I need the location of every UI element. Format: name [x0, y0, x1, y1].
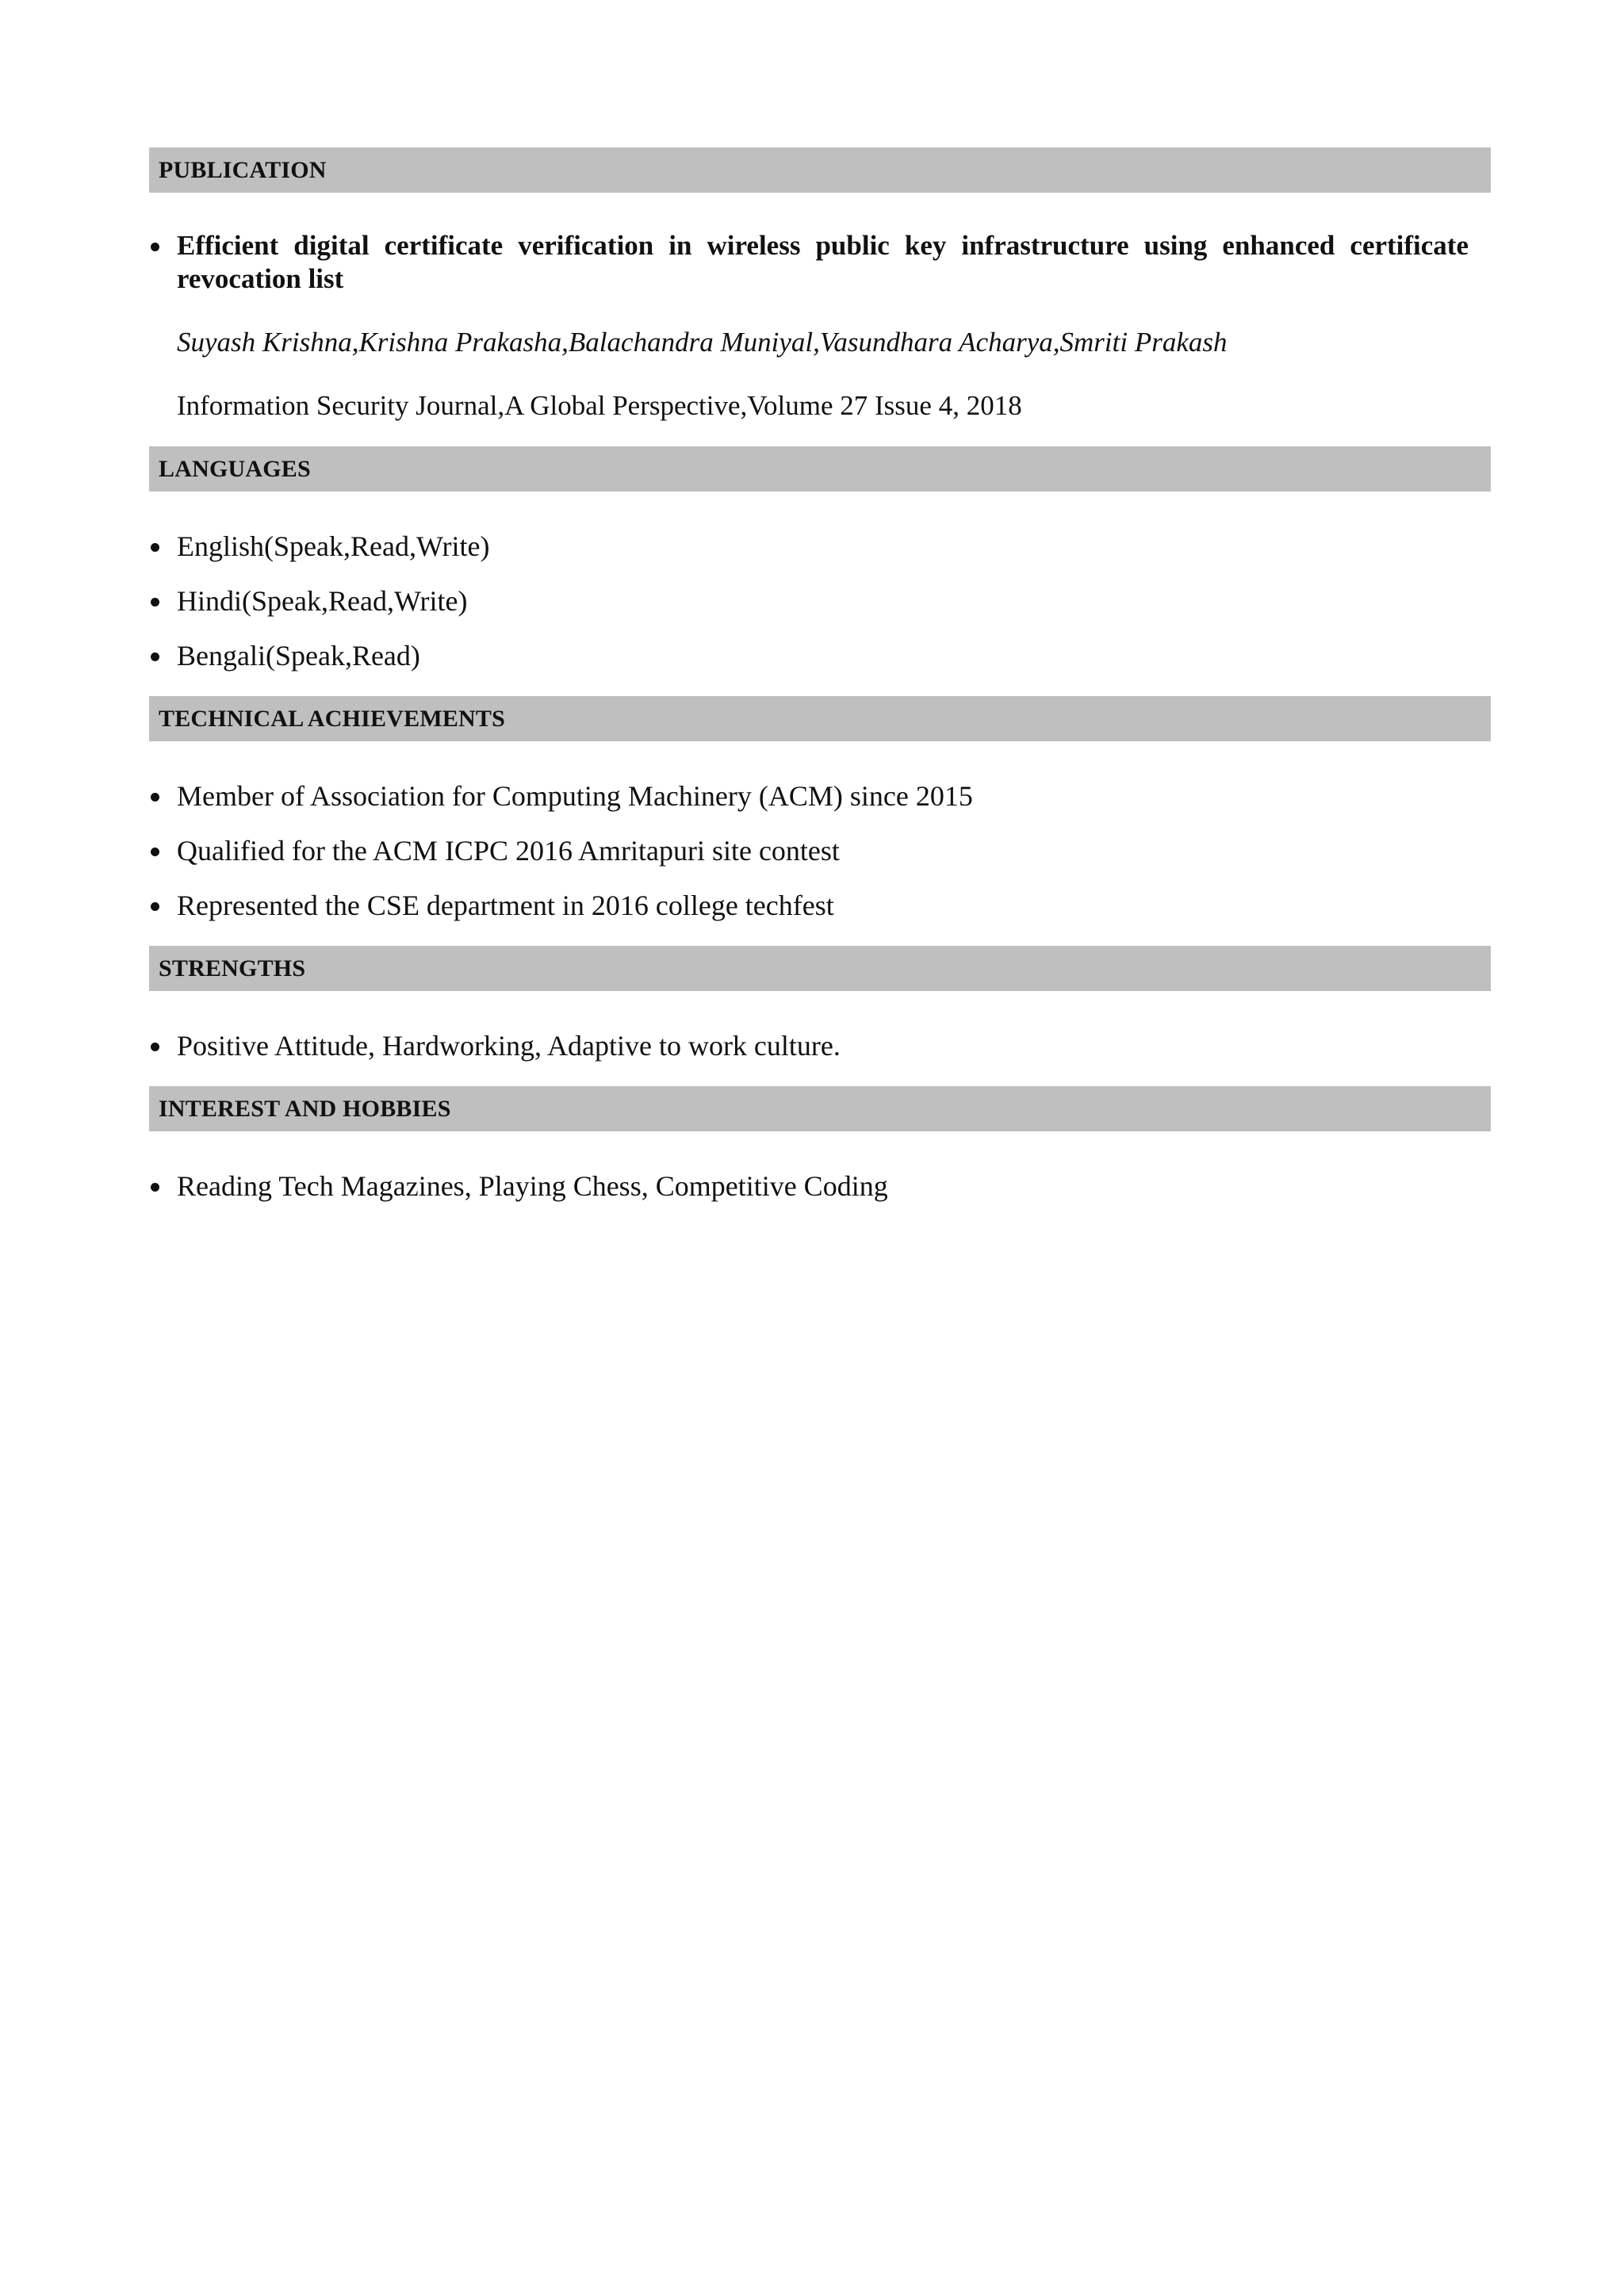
- strength-text: Positive Attitude, Hardworking, Adaptive to work culture.: [177, 1030, 841, 1062]
- list-item: [149, 639, 1491, 672]
- publication-item: [149, 229, 1491, 423]
- bullet-icon: [151, 1183, 159, 1192]
- hobbies-list: [149, 1169, 1491, 1203]
- list-item: [149, 530, 1491, 563]
- bullet-icon: [151, 598, 159, 607]
- publication-list: [149, 229, 1491, 423]
- list-item: [149, 1029, 1491, 1062]
- language-text: English(Speak,Read,Write): [177, 530, 490, 562]
- section-body-languages: [149, 492, 1491, 696]
- section-interest-and-hobbies: [149, 1086, 1491, 1226]
- language-text: Hindi(Speak,Read,Write): [177, 585, 468, 617]
- section-body-technical-achievements: [149, 741, 1491, 946]
- section-technical-achievements: [149, 696, 1491, 946]
- section-strengths: [149, 946, 1491, 1086]
- list-item: [149, 779, 1491, 813]
- language-text: Bengali(Speak,Read): [177, 640, 420, 672]
- section-header-technical-achievements: TECHNICAL ACHIEVEMENTS: [149, 696, 1491, 741]
- section-body-strengths: [149, 991, 1491, 1086]
- bullet-icon: [151, 793, 159, 802]
- achievement-text: Represented the CSE department in 2016 college techfest: [177, 890, 834, 921]
- list-item: [149, 889, 1491, 922]
- section-header-interest-and-hobbies: INTEREST AND HOBBIES: [149, 1086, 1491, 1131]
- section-header-strengths: STRENGTHS: [149, 946, 1491, 991]
- languages-list: [149, 530, 1491, 672]
- section-body-interest-and-hobbies: [149, 1131, 1491, 1226]
- list-item: [149, 584, 1491, 618]
- resume-content: [149, 147, 1491, 1226]
- achievements-list: [149, 779, 1491, 922]
- publication-title: Efficient digital certificate verification in wireless public key infrastructure using enhanced certificate revocation list: [177, 230, 1469, 294]
- bullet-icon: [151, 1043, 159, 1051]
- publication-authors: Suyash Krishna,Krishna Prakasha,Balachandra Muniyal,Vasundhara Acharya,Smriti Prakash: [177, 327, 1228, 358]
- strengths-list: [149, 1029, 1491, 1062]
- section-languages: [149, 446, 1491, 696]
- section-header-languages: LANGUAGES: [149, 446, 1491, 492]
- list-item: [149, 834, 1491, 867]
- achievement-text: Qualified for the ACM ICPC 2016 Amritapuri site contest: [177, 835, 840, 867]
- bullet-icon: [151, 543, 159, 552]
- hobby-text: Reading Tech Magazines, Playing Chess, Competitive Coding: [177, 1170, 888, 1202]
- section-publication: [149, 147, 1491, 446]
- bullet-icon: [151, 652, 159, 661]
- achievement-text: Member of Association for Computing Machinery (ACM) since 2015: [177, 780, 973, 812]
- bullet-icon: [151, 243, 159, 251]
- publication-venue: Information Security Journal,A Global Perspective,Volume 27 Issue 4, 2018: [177, 390, 1022, 421]
- bullet-icon: [151, 848, 159, 856]
- section-header-publication: PUBLICATION: [149, 147, 1491, 193]
- section-body-publication: [149, 193, 1491, 446]
- bullet-icon: [151, 902, 159, 911]
- list-item: [149, 1169, 1491, 1203]
